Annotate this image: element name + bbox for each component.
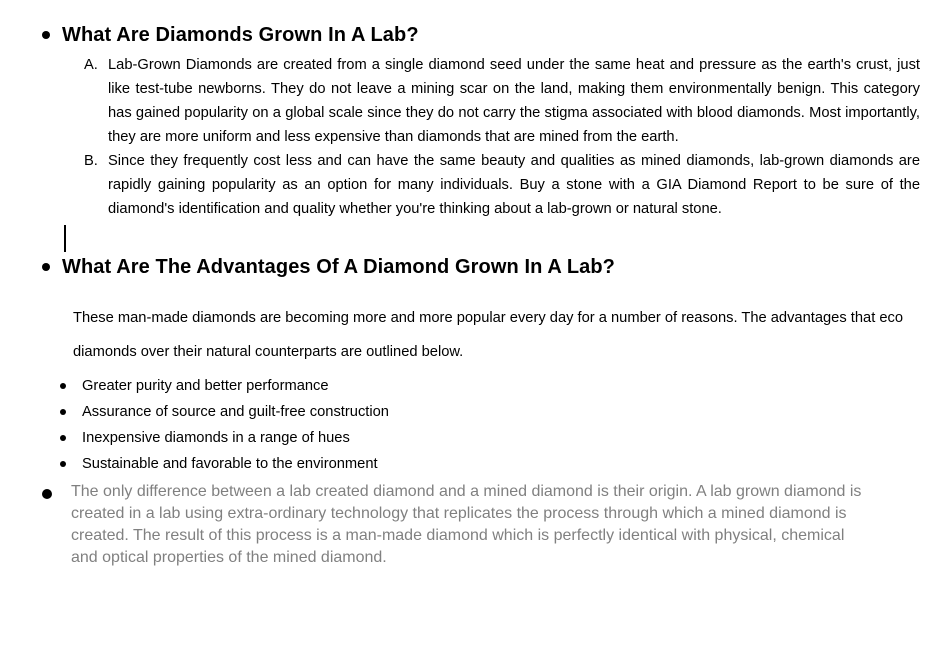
text-cursor — [64, 225, 66, 252]
section1-heading-row — [42, 22, 419, 48]
list-item-a[interactable] — [84, 53, 920, 149]
list-item[interactable] — [60, 373, 760, 399]
list-item[interactable] — [60, 425, 760, 451]
advantage-text[interactable]: Greater purity and better performance — [82, 378, 329, 394]
advantage-text[interactable]: Inexpensive diamonds in a range of hues — [82, 430, 350, 446]
heading-bullet-icon — [42, 31, 50, 39]
intro-line[interactable]: These man-made diamonds are becoming more and more popular every day for a number of reasons. The advantages that eco — [73, 310, 904, 326]
note-line[interactable]: created in a lab using extra-ordinary technology that replicates the process through which a mined diamond is — [71, 505, 847, 522]
bullet-icon — [42, 489, 52, 499]
list-item-a-text[interactable]: Lab-Grown Diamonds are created from a single diamond seed under the same heat and pressure as the earth's crust, just like test-tube newborns. They do not leave a mining scar on the land, making them environmentally benign. This category has gained popularity on a global scale since they do not carry the stigma associated with blood diamonds. Most importantly, they are more uniform and less expensive than diamonds that are mined from the earth. — [108, 57, 920, 145]
section1-heading[interactable]: What Are Diamonds Grown In A Lab? — [62, 24, 419, 46]
section2-heading-row — [42, 254, 615, 280]
list-item[interactable] — [60, 399, 760, 425]
note-line[interactable]: created. The result of this process is a man-made diamond which is perfectly identical with physical, chemical — [71, 527, 845, 544]
heading-bullet-icon — [42, 263, 50, 271]
note-line[interactable]: and optical properties of the mined diamond. — [71, 549, 387, 566]
advantages-list — [60, 373, 760, 477]
bullet-icon — [60, 383, 66, 389]
list-item-a-label: A. — [84, 57, 98, 73]
list-item[interactable] — [60, 451, 760, 477]
list-item-b-label: B. — [84, 153, 98, 169]
advantage-text[interactable]: Assurance of source and guilt-free construction — [82, 404, 389, 420]
bullet-icon — [60, 461, 66, 467]
list-item-b-text[interactable]: Since they frequently cost less and can have the same beauty and qualities as mined diamonds, lab-grown diamonds are rapidly gaining popularity as an option for many individuals. Buy a stone with a GIA Diamond Report to be sure of the diamond's identification and quality whether you're thinking about a lab-grown or natural stone. — [108, 153, 920, 217]
bullet-icon — [60, 409, 66, 415]
note-line[interactable]: The only difference between a lab created diamond and a mined diamond is their origin. A lab grown diamond is — [71, 483, 862, 500]
bullet-icon — [60, 435, 66, 441]
list-item-b[interactable] — [84, 149, 920, 221]
advantage-text[interactable]: Sustainable and favorable to the environment — [82, 456, 378, 472]
note-paragraph[interactable] — [71, 481, 931, 569]
intro-paragraph[interactable] — [73, 301, 933, 369]
lettered-list — [84, 53, 920, 221]
intro-line[interactable]: diamonds over their natural counterparts are outlined below. — [73, 344, 464, 360]
section2-heading[interactable]: What Are The Advantages Of A Diamond Grown In A Lab? — [62, 256, 616, 278]
